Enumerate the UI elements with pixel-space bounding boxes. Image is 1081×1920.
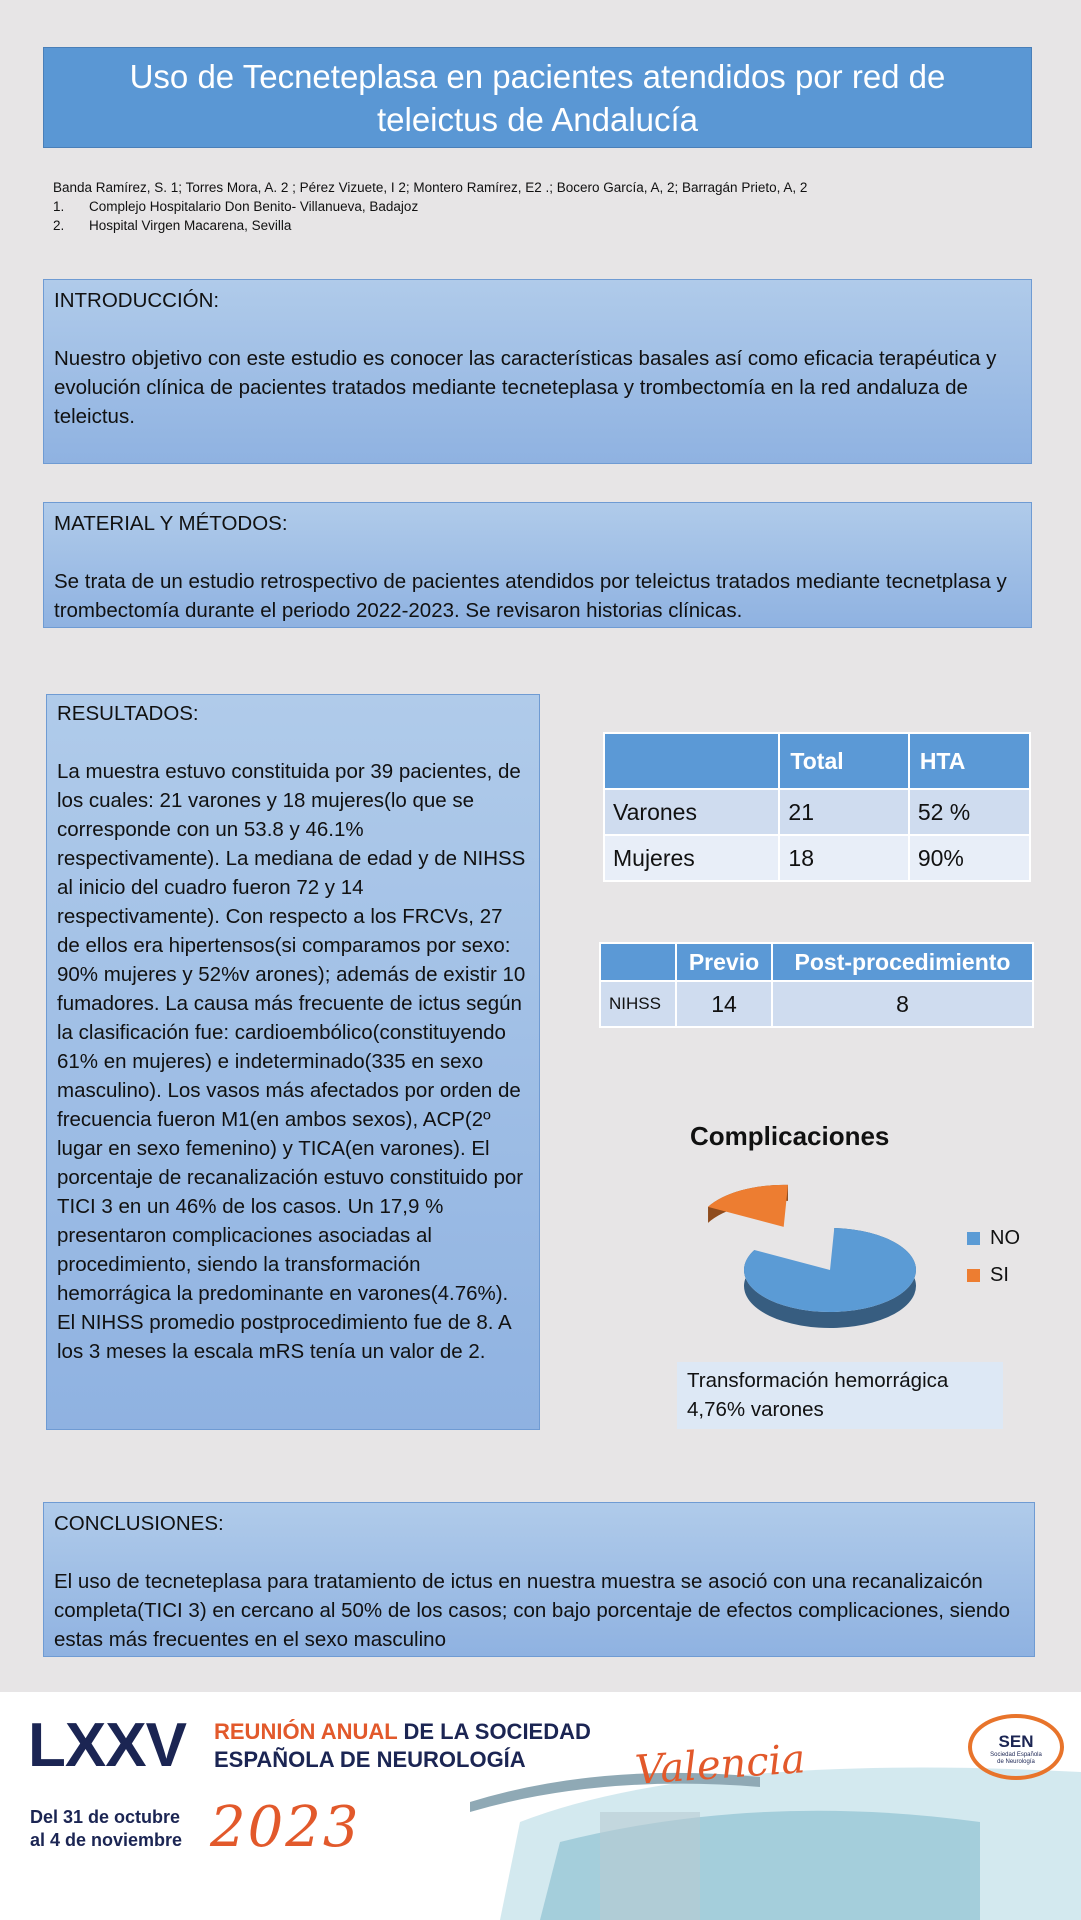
table-cell: Mujeres (604, 835, 779, 881)
results-heading: RESULTADOS: (57, 702, 199, 725)
table-row (600, 981, 1033, 1027)
affiliation-name: Hospital Virgen Macarena, Sevilla (89, 218, 292, 233)
chart-legend (967, 1220, 1020, 1294)
congress-dates (30, 1806, 182, 1852)
congress-name-part: REUNIÓN ANUAL (214, 1719, 398, 1744)
introduction-panel (43, 279, 1032, 464)
legend-item (967, 1220, 1020, 1257)
authors-block (53, 178, 1033, 235)
table-row (604, 789, 1030, 835)
nihss-table (599, 942, 1034, 1028)
legend-swatch (967, 1269, 980, 1282)
legend-item (967, 1257, 1020, 1294)
logo-text: SEN (998, 1732, 1034, 1751)
table-header-row (600, 943, 1033, 981)
congress-number: LXXV (28, 1711, 186, 1780)
table-header-cell: Post-procedimiento (772, 943, 1033, 981)
methods-body: Se trata de un estudio retrospectivo de pacientes atendidos por teleictus tratados mediante tecnetplasa y trombectomía durante el periodo 2022-2023. Se revisaron historias clínicas. (54, 570, 1007, 622)
legend-label: SI (990, 1264, 1009, 1286)
congress-name-part: ESPAÑOLA DE NEUROLOGÍA (214, 1747, 526, 1772)
affiliation-name: Complejo Hospitalario Don Benito- Villanueva, Badajoz (89, 199, 419, 214)
table-header-row (604, 733, 1030, 789)
table-cell: Varones (604, 789, 779, 835)
congress-city: Valencia (633, 1736, 807, 1794)
legend-swatch (967, 1232, 980, 1245)
affiliation-number: 1. (53, 199, 65, 214)
chart-title: Complicaciones (690, 1121, 890, 1151)
table-header-cell (604, 733, 779, 789)
table-cell: 90% (909, 835, 1030, 881)
hemorrhage-callout (677, 1362, 1003, 1429)
logo-subtext: de Neurología (997, 1759, 1035, 1765)
table-cell: 21 (779, 789, 908, 835)
congress-name (214, 1718, 591, 1774)
pie-slice-si (708, 1185, 788, 1227)
table-cell: 14 (676, 981, 772, 1027)
sen-logo (968, 1714, 1064, 1780)
affiliation-1 (53, 197, 1033, 216)
pie-slice-no (744, 1228, 916, 1312)
authors-line: Banda Ramírez, S. 1; Torres Mora, A. 2 ; Pérez Vizuete, I 2; Montero Ramírez, E2 .; Bocero García, A, 2; Barragán Prieto, A, 2 (53, 180, 808, 195)
complications-pie-chart (670, 1170, 930, 1350)
results-body: La muestra estuvo constituida por 39 pacientes, de los cuales: 21 varones y 18 mujeres(lo que se corresponde con un 53.8 y 46.1% respectivamente). La mediana de edad y de NIHSS al inicio del cuadro fueron 72 y 14 respectivamente). Con respecto a los FRCVs, 27 de ellos era hipertensos(si comparamos por sexo: 90% mujeres y 52%v arones); además de existir 10 fumadores. La causa más frecuente de ictus según la clasificación fue: cardioembólico(constituyendo 61% en mujeres) e indeterminado(335 en sexo masculino). Los vasos más afectados por orden de frecuencia fueron M1(en ambos sexos), ACP(2º lugar en sexo femenino) y TICA(en varones). El porcentaje de recanalización estuvo constituido por TICI 3 en un 46% de los casos. Un 17,9 % presentaron complicaciones asociadas al procedimiento, siendo la transformación hemorrágica la predominante en varones(4.76%). El NIHSS promedio postprocedimiento fue de 8. A los 3 meses la escala mRS tenía un valor de 2. (57, 760, 526, 1363)
table-row (604, 835, 1030, 881)
introduction-heading: INTRODUCCIÓN: (54, 289, 220, 312)
introduction-body: Nuestro objetivo con este estudio es conocer las características basales así como eficacia terapéutica y evolución clínica de pacientes tratados mediante tecneteplasa y trombectomía en la red andaluza de teleictus. (54, 347, 997, 428)
table-header-cell: Previo (676, 943, 772, 981)
hta-table (603, 732, 1031, 882)
dates-line: Del 31 de octubre (30, 1807, 181, 1827)
congress-year: 2023 (210, 1795, 361, 1860)
methods-heading: MATERIAL Y MÉTODOS: (54, 512, 288, 535)
poster-title: Uso de Tecneteplasa en pacientes atendidos por red de teleictus de Andalucía (43, 47, 1032, 148)
table-cell: NIHSS (600, 981, 676, 1027)
table-header-cell (600, 943, 676, 981)
results-panel (46, 694, 540, 1430)
callout-line: Transformación hemorrágica (687, 1369, 949, 1392)
legend-label: NO (990, 1227, 1020, 1249)
conclusions-heading: CONCLUSIONES: (54, 1512, 224, 1535)
table-header-cell: Total (779, 733, 908, 789)
affiliation-number: 2. (53, 218, 65, 233)
conclusions-panel (43, 1502, 1035, 1657)
affiliation-2 (53, 216, 1033, 235)
logo-subtext: Sociedad Española (990, 1752, 1042, 1758)
table-header-cell: HTA (909, 733, 1030, 789)
conclusions-body: El uso de tecneteplasa para tratamiento de ictus en nuestra muestra se asoció con una recanalizaicón completa(TICI 3) en cercano al 50% de los casos; con bajo porcentaje de efectos complicaciones, siendo estas más frecuentes en el sexo masculino (54, 1570, 1011, 1651)
methods-panel (43, 502, 1032, 628)
callout-line: 4,76% varones (687, 1398, 824, 1421)
table-cell: 18 (779, 835, 908, 881)
dates-line: al 4 de noviembre (30, 1830, 183, 1850)
table-cell: 8 (772, 981, 1033, 1027)
table-cell: 52 % (909, 789, 1030, 835)
congress-name-part: DE LA SOCIEDAD (403, 1719, 591, 1744)
